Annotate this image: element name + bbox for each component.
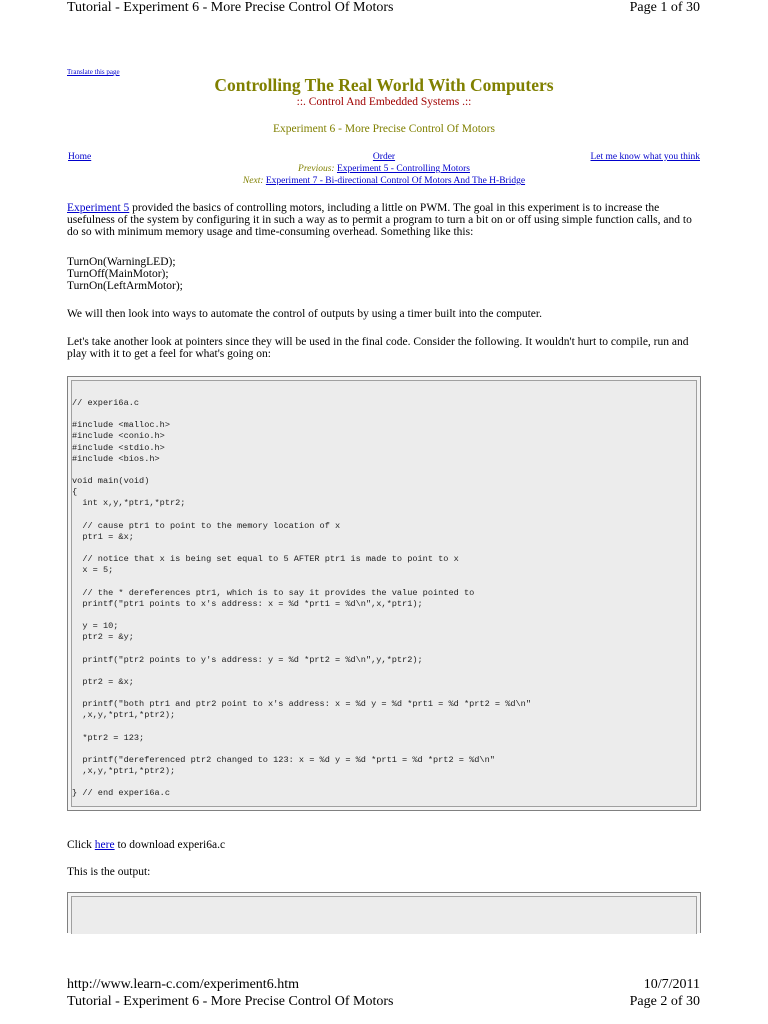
- example-call: TurnOn(WarningLED);: [67, 256, 176, 268]
- nav-previous-link[interactable]: Experiment 5 - Controlling Motors: [336, 164, 470, 174]
- nav-next-link[interactable]: Experiment 7 - Bi-directional Control Of Motors And The H-Bridge: [265, 176, 526, 186]
- experiment-title: Experiment 6 - More Precise Control Of Motors: [273, 123, 495, 135]
- example-call: TurnOn(LeftArmMotor);: [67, 280, 183, 293]
- nav-previous: [68, 164, 700, 174]
- example-call: TurnOff(MainMotor);: [67, 268, 169, 281]
- output-box: [67, 892, 701, 933]
- site-title: Controlling The Real World With Computers: [214, 75, 554, 95]
- intro-paragraph: [67, 202, 701, 239]
- site-subtitle: ::. Control And Embedded Systems .::: [296, 96, 472, 108]
- output-box-inner: [71, 896, 697, 934]
- footer-date: 10/7/2011: [643, 977, 700, 992]
- output-label: This is the output:: [67, 866, 151, 878]
- translate-link[interactable]: Translate this page: [67, 68, 120, 76]
- code-listing: // experi6a.c #include <malloc.h> #include <conio.h> #include <stdio.h> #include <bios.h> void main(void) { int x,y,*ptr1,*ptr2; // cause ptr1 to point to the memory location of x ptr1 = &x; // notice that x is being set equal to 5 AFTER ptr1 is made to point to x x = 5; // the * dereferences ptr1, which is to say it provides the value pointed to printf("ptr1 points to x's address: x = %d *prt1 = %d\n",x,*ptr1); y = 10; ptr2 = &y; printf("ptr2 points to y's address: y = %d *prt2 = %d\n",y,*ptr2); ptr2 = &x; printf("both ptr1 and ptr2 point to x's address: x = %d y = %d *prt1 = %d *prt2 = %d\n" ,x,y,*ptr1,*ptr2); *ptr2 = 123; printf("dereferenced ptr2 changed to 123: x = %d y = %d *prt1 = %d *prt2 = %d\n" ,x,y,*ptr1,*ptr2); } // end experi6a.c: [72, 398, 531, 799]
- nav-next: [68, 176, 700, 186]
- nav-order-link[interactable]: Order: [372, 152, 396, 162]
- footer-page-number: Page 2 of 30: [629, 994, 700, 1009]
- nav-next-label: Next:: [242, 176, 264, 186]
- footer-url: http://www.learn-c.com/experiment6.htm: [67, 977, 299, 992]
- nav-previous-label: Previous:: [298, 164, 335, 174]
- download-link[interactable]: here: [94, 839, 115, 851]
- nav-home-link[interactable]: Home: [68, 152, 92, 162]
- footer-title: Tutorial - Experiment 6 - More Precise Control Of Motors: [67, 994, 394, 1009]
- nav-feedback-link[interactable]: Let me know what you think: [590, 152, 700, 162]
- example-calls: [67, 256, 701, 293]
- page-header-title: Tutorial - Experiment 6 - More Precise Control Of Motors: [67, 0, 394, 15]
- intro-text: provided the basics of controlling motors, including a little on PWM. The goal in this experiment is to increase the usefulness of the system by configuring it in such a way as to permit a program to turn a bit on or off using simple function calls, and to do so with minimum memory usage and time-consuming overhead. Something like this:: [67, 202, 692, 239]
- experiment5-link[interactable]: Experiment 5: [67, 202, 130, 214]
- download-suffix: to download experi6a.c: [114, 839, 226, 851]
- download-line: [67, 839, 701, 851]
- download-prefix: Click: [67, 839, 95, 851]
- pointers-paragraph: Let's take another look at pointers since they will be used in the final code. Consider the following. It wouldn't hurt to compile, run and play with it to get a feel for what's going on:: [67, 336, 689, 361]
- timer-paragraph: We will then look into ways to automate the control of outputs by using a timer built into the computer.: [67, 308, 542, 320]
- page-header-page-number: Page 1 of 30: [629, 0, 700, 15]
- nav-bar: [68, 152, 700, 164]
